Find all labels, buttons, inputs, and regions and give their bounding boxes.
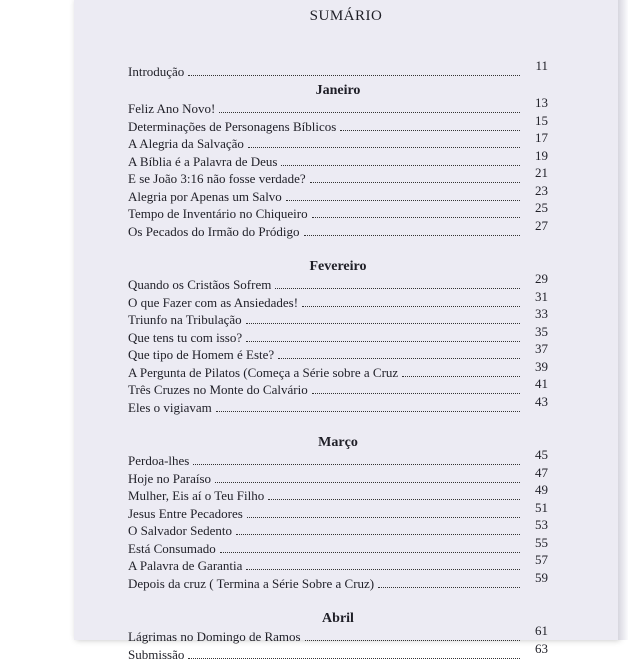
entry-page-number: 55 (535, 534, 548, 550)
dot-leader (312, 393, 520, 394)
entry-label: Mulher, Eis aí o Teu Filho (128, 488, 265, 503)
page-title: SUMÁRIO (309, 8, 383, 24)
entry-page-number: 15 (535, 112, 548, 128)
dot-leader (268, 499, 520, 500)
toc-entry (128, 95, 548, 118)
entry-label: A Bíblia é a Palavra de Deus (128, 153, 278, 169)
month-heading: Fevereiro (309, 258, 367, 274)
dot-leader (246, 323, 520, 324)
entry-label: Tempo de Inventário no Chiqueiro (128, 206, 308, 221)
dot-leader (216, 411, 520, 412)
entry-page-number: 33 (535, 306, 548, 321)
toc-entry (128, 217, 548, 240)
entry-page-number: 51 (535, 499, 548, 515)
entry-page-number: 13 (535, 95, 548, 110)
entry-page-number: 49 (535, 482, 548, 497)
toc-entry-intro (128, 57, 548, 80)
toc-entry (128, 182, 548, 205)
entry-page-number: 19 (535, 147, 548, 163)
toc-entry (128, 499, 548, 522)
entry-label: Três Cruzes no Monte do Calvário (128, 382, 308, 397)
dot-leader (302, 306, 520, 307)
entry-label: Determinações de Personagens Bíblicos (128, 118, 337, 134)
toc-sections (128, 80, 548, 663)
entry-page-number: 11 (535, 57, 548, 73)
toc-entry (128, 640, 548, 663)
entry-label: A Palavra de Garantia (128, 558, 243, 573)
dot-leader (246, 569, 520, 570)
dot-leader (402, 376, 520, 377)
entry-page-number: 23 (535, 182, 548, 198)
entry-page-number: 17 (535, 130, 548, 145)
entry-label: O Salvador Sedento (128, 523, 232, 538)
entry-page-number: 31 (535, 288, 548, 304)
entry-page-number: 39 (535, 358, 548, 374)
toc-entry (128, 552, 548, 575)
entry-label: Submissão (128, 646, 185, 662)
toc-entry (128, 323, 548, 346)
toc-entry (128, 288, 548, 311)
entry-label: Triunfo na Tribulação (128, 312, 242, 327)
dot-leader (246, 341, 520, 342)
dot-leader (275, 288, 520, 289)
page-edge (618, 0, 628, 640)
dot-leader (340, 130, 520, 131)
entry-page-number: 41 (535, 376, 548, 391)
dot-leader (305, 640, 520, 641)
toc-entry (128, 534, 548, 557)
entry-page-number: 57 (535, 552, 548, 567)
entry-label: Que tipo de Homem é Este? (128, 347, 275, 362)
dot-leader (278, 358, 520, 359)
entry-label: Alegria por Apenas um Salvo (128, 188, 282, 204)
entry-label: Perdoa-lhes (128, 453, 190, 468)
dot-leader (248, 147, 520, 148)
section-spacer (128, 416, 548, 434)
toc-entry (128, 147, 548, 170)
entry-label: Eles o vigiavam (128, 399, 212, 415)
toc-entry (128, 482, 548, 505)
toc-entry (128, 623, 548, 646)
toc-entry (128, 464, 548, 487)
toc-entry (128, 130, 548, 153)
entry-label: Depois da cruz ( Termina a Série Sobre a Cruz) (128, 575, 375, 591)
entry-label: Lágrimas no Domingo de Ramos (128, 629, 301, 644)
entry-page-number: 29 (535, 271, 548, 286)
entry-page-number: 37 (535, 341, 548, 356)
dot-leader (286, 200, 520, 201)
dot-leader (219, 112, 520, 113)
entry-page-number: 21 (535, 165, 548, 180)
dot-leader (378, 587, 520, 588)
dot-leader (304, 235, 520, 236)
section-spacer (128, 240, 548, 258)
entry-page-number: 63 (535, 640, 548, 656)
entry-label: Introdução (128, 63, 185, 79)
month-heading: Abril (322, 610, 354, 626)
entry-page-number: 59 (535, 569, 548, 585)
toc-entry (128, 112, 548, 135)
toc-entry (128, 341, 548, 364)
dot-leader (236, 534, 520, 535)
entry-label: Que tens tu com isso? (128, 329, 243, 345)
section-spacer (128, 592, 548, 610)
entry-label: Feliz Ano Novo! (128, 101, 216, 116)
dot-leader (215, 482, 520, 483)
entry-page-number: 61 (535, 623, 548, 638)
month-heading: Março (318, 434, 358, 450)
book-page (74, 0, 618, 662)
entry-label: Quando os Cristãos Sofrem (128, 277, 272, 292)
entry-page-number: 45 (535, 447, 548, 462)
entry-page-number: 35 (535, 323, 548, 339)
entry-label: Hoje no Paraíso (128, 470, 212, 486)
entry-label: Jesus Entre Pecadores (128, 505, 243, 521)
toc-entry (128, 517, 548, 540)
toc-entry (128, 271, 548, 294)
dot-leader (247, 517, 520, 518)
entry-page-number: 27 (535, 217, 548, 233)
dot-leader (188, 658, 520, 659)
toc-entry (128, 569, 548, 592)
toc-entry (128, 376, 548, 399)
dot-leader (188, 75, 520, 76)
toc-entry (128, 306, 548, 329)
toc-entry (128, 393, 548, 416)
entry-page-number: 43 (535, 393, 548, 409)
table-of-contents (128, 57, 548, 663)
month-heading: Janeiro (315, 82, 361, 98)
dot-leader (310, 182, 520, 183)
toc-entry (128, 358, 548, 381)
dot-leader (312, 217, 520, 218)
entry-label: Os Pecados do Irmão do Pródigo (128, 223, 300, 239)
toc-entry (128, 200, 548, 223)
entry-page-number: 25 (535, 200, 548, 215)
entry-label: Está Consumado (128, 540, 216, 556)
entry-label: A Pergunta de Pilatos (Começa a Série sobre a Cruz (128, 364, 399, 380)
entry-page-number: 47 (535, 464, 548, 480)
entry-page-number: 53 (535, 517, 548, 532)
entry-label: E se João 3:16 não fosse verdade? (128, 171, 306, 186)
dot-leader (193, 464, 520, 465)
entry-label: A Alegria da Salvação (128, 136, 244, 151)
toc-entry (128, 447, 548, 470)
dot-leader (281, 165, 520, 166)
toc-entry (128, 165, 548, 188)
dot-leader (220, 552, 520, 553)
entry-label: O que Fazer com as Ansiedades! (128, 294, 299, 310)
